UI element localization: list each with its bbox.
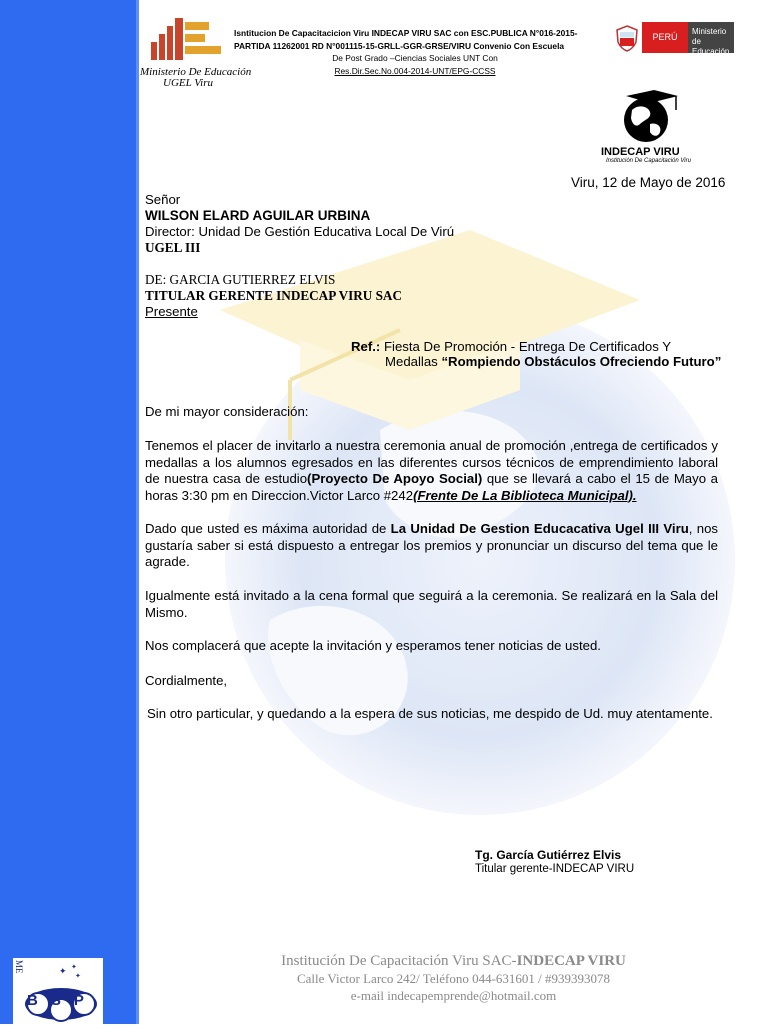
closing: Cordialmente, <box>145 673 228 688</box>
side-bar <box>0 0 139 1024</box>
footer-address: Calle Victor Larco 242/ Teléfono 044-631601 / #939393078 <box>296 971 611 986</box>
peru-label: PERÚ <box>642 22 688 53</box>
from-line: DE: GARCIA GUTIERREZ ELVIS <box>145 272 336 287</box>
ref-text-1: Fiesta De Promoción - Entrega De Certificados Y <box>380 339 672 354</box>
ministry-label-line-1: Ministerio <box>692 27 727 36</box>
institution-line-2: PARTIDA 11262001 RD N°001115-15-GRLL-GGR-GRSE/VIRU Convenio Con Escuela <box>234 40 565 51</box>
p1-project: (Proyecto De Apoyo Social) <box>307 471 483 486</box>
p1-text-c: que se llevará a cabo el 15 de Mayo a horas 3:30 pm en Direccion.Victor Larco #242 <box>145 471 718 503</box>
paragraph-farewell: Sin otro particular, y quedando a la espera de sus noticias, me despido de Ud. muy atentamente. <box>147 706 713 721</box>
signer-title: Titular gerente-INDECAP VIRU <box>475 863 635 875</box>
signer-name: Tg. García Gutiérrez Elvis <box>475 848 622 862</box>
recipient-name: WILSON ELARD AGUILAR URBINA <box>145 208 371 223</box>
footer-brand: INDECAP VIRU <box>516 953 626 969</box>
ref-text-2: Medallas <box>385 354 442 369</box>
ref-label: Ref.: <box>351 339 381 354</box>
p1-text-a: Tenemos el placer de invitarlo a nuestra ceremonia anual de promoción ,entrega de certificados y medallas a los alumnos egresados en las diferentes cursos técnicos de emprendimiento laboral de nuestra casa de estudio <box>145 438 718 486</box>
svg-text:✦: ✦ <box>71 963 77 971</box>
paragraph-dinner: Igualmente está invitado a la cena formal que seguirá a la ceremonia. Se realizará en la Sala del Mismo. <box>145 588 718 620</box>
institution-header <box>234 27 596 77</box>
salutation: Señor <box>145 192 181 207</box>
ministry-label-line-2: de Educación <box>692 37 730 56</box>
greeting: De mi mayor consideración: <box>145 404 309 419</box>
svg-text:✦: ✦ <box>59 967 67 977</box>
ref-slogan: “Rompiendo Obstáculos Ofreciendo Futuro” <box>441 354 722 369</box>
bar-logo-icon <box>149 14 227 62</box>
indecap-logo-subtitle: Institución De Capacitación Viru <box>606 158 691 164</box>
paragraph-response: Nos complacerá que acepte la invitación y esperamos tener noticias de usted. <box>145 638 601 653</box>
svg-text:✦: ✦ <box>75 972 81 980</box>
institution-line-1: Isntitucion De Capacitacicion Viru INDECAP VIRU SAC con ESC.PUBLICA N°016-2015- <box>234 28 578 38</box>
footer-email: e-mail indecapemprende@hotmail.com <box>350 988 557 1003</box>
place-date: Viru, 12 de Mayo de 2016 <box>571 175 726 190</box>
reference-line-1 <box>351 339 671 355</box>
reference-line-2 <box>385 354 721 370</box>
p2-org: La Unidad De Gestion Educacativa Ugel III Viru <box>390 521 689 536</box>
badge-text: BSP <box>27 992 97 1009</box>
institution-line-4: Res.Dir.Sec.No.004-2014-UNT/EPG-CCSS <box>334 65 496 76</box>
peru-shield-icon <box>614 24 640 52</box>
ministerio-name: Ministerio De Educación <box>140 66 252 78</box>
indecap-logo-name: INDECAP VIRU <box>601 146 680 158</box>
footer <box>139 952 768 1004</box>
bsp-logo-icon <box>13 958 103 1024</box>
from-title: TITULAR GERENTE INDECAP VIRU SAC <box>145 288 402 303</box>
recipient-org: UGEL III <box>145 240 201 255</box>
ugel-name: UGEL Viru <box>163 77 214 89</box>
paragraph-authority <box>145 521 718 571</box>
badge-side-text: ME <box>14 960 24 974</box>
peru-ministry-badge <box>614 22 734 56</box>
recipient-title: Director: Unidad De Gestión Educativa Local De Virú <box>145 224 455 239</box>
presente: Presente <box>145 304 198 319</box>
p2-text-c: , nos gustaría saber si está dispuesto a entregar los premios y pronunciar un discurso del tema que le agrade. <box>145 521 719 569</box>
p2-text-a: Dado que usted es máxima autoridad de <box>145 521 391 536</box>
ministry-label <box>688 22 734 56</box>
bsp-badge <box>13 958 103 1024</box>
paragraph-invitation <box>145 438 718 504</box>
p1-location: (Frente De La Biblioteca Municipal). <box>413 487 637 503</box>
footer-institution: Institución De Capacitación Viru SAC- <box>281 953 517 969</box>
side-bar-stripe <box>136 0 139 1024</box>
footer-line-1 <box>139 952 768 970</box>
institution-line-3: De Post Grado –Ciencias Sociales UNT Con <box>332 53 498 63</box>
